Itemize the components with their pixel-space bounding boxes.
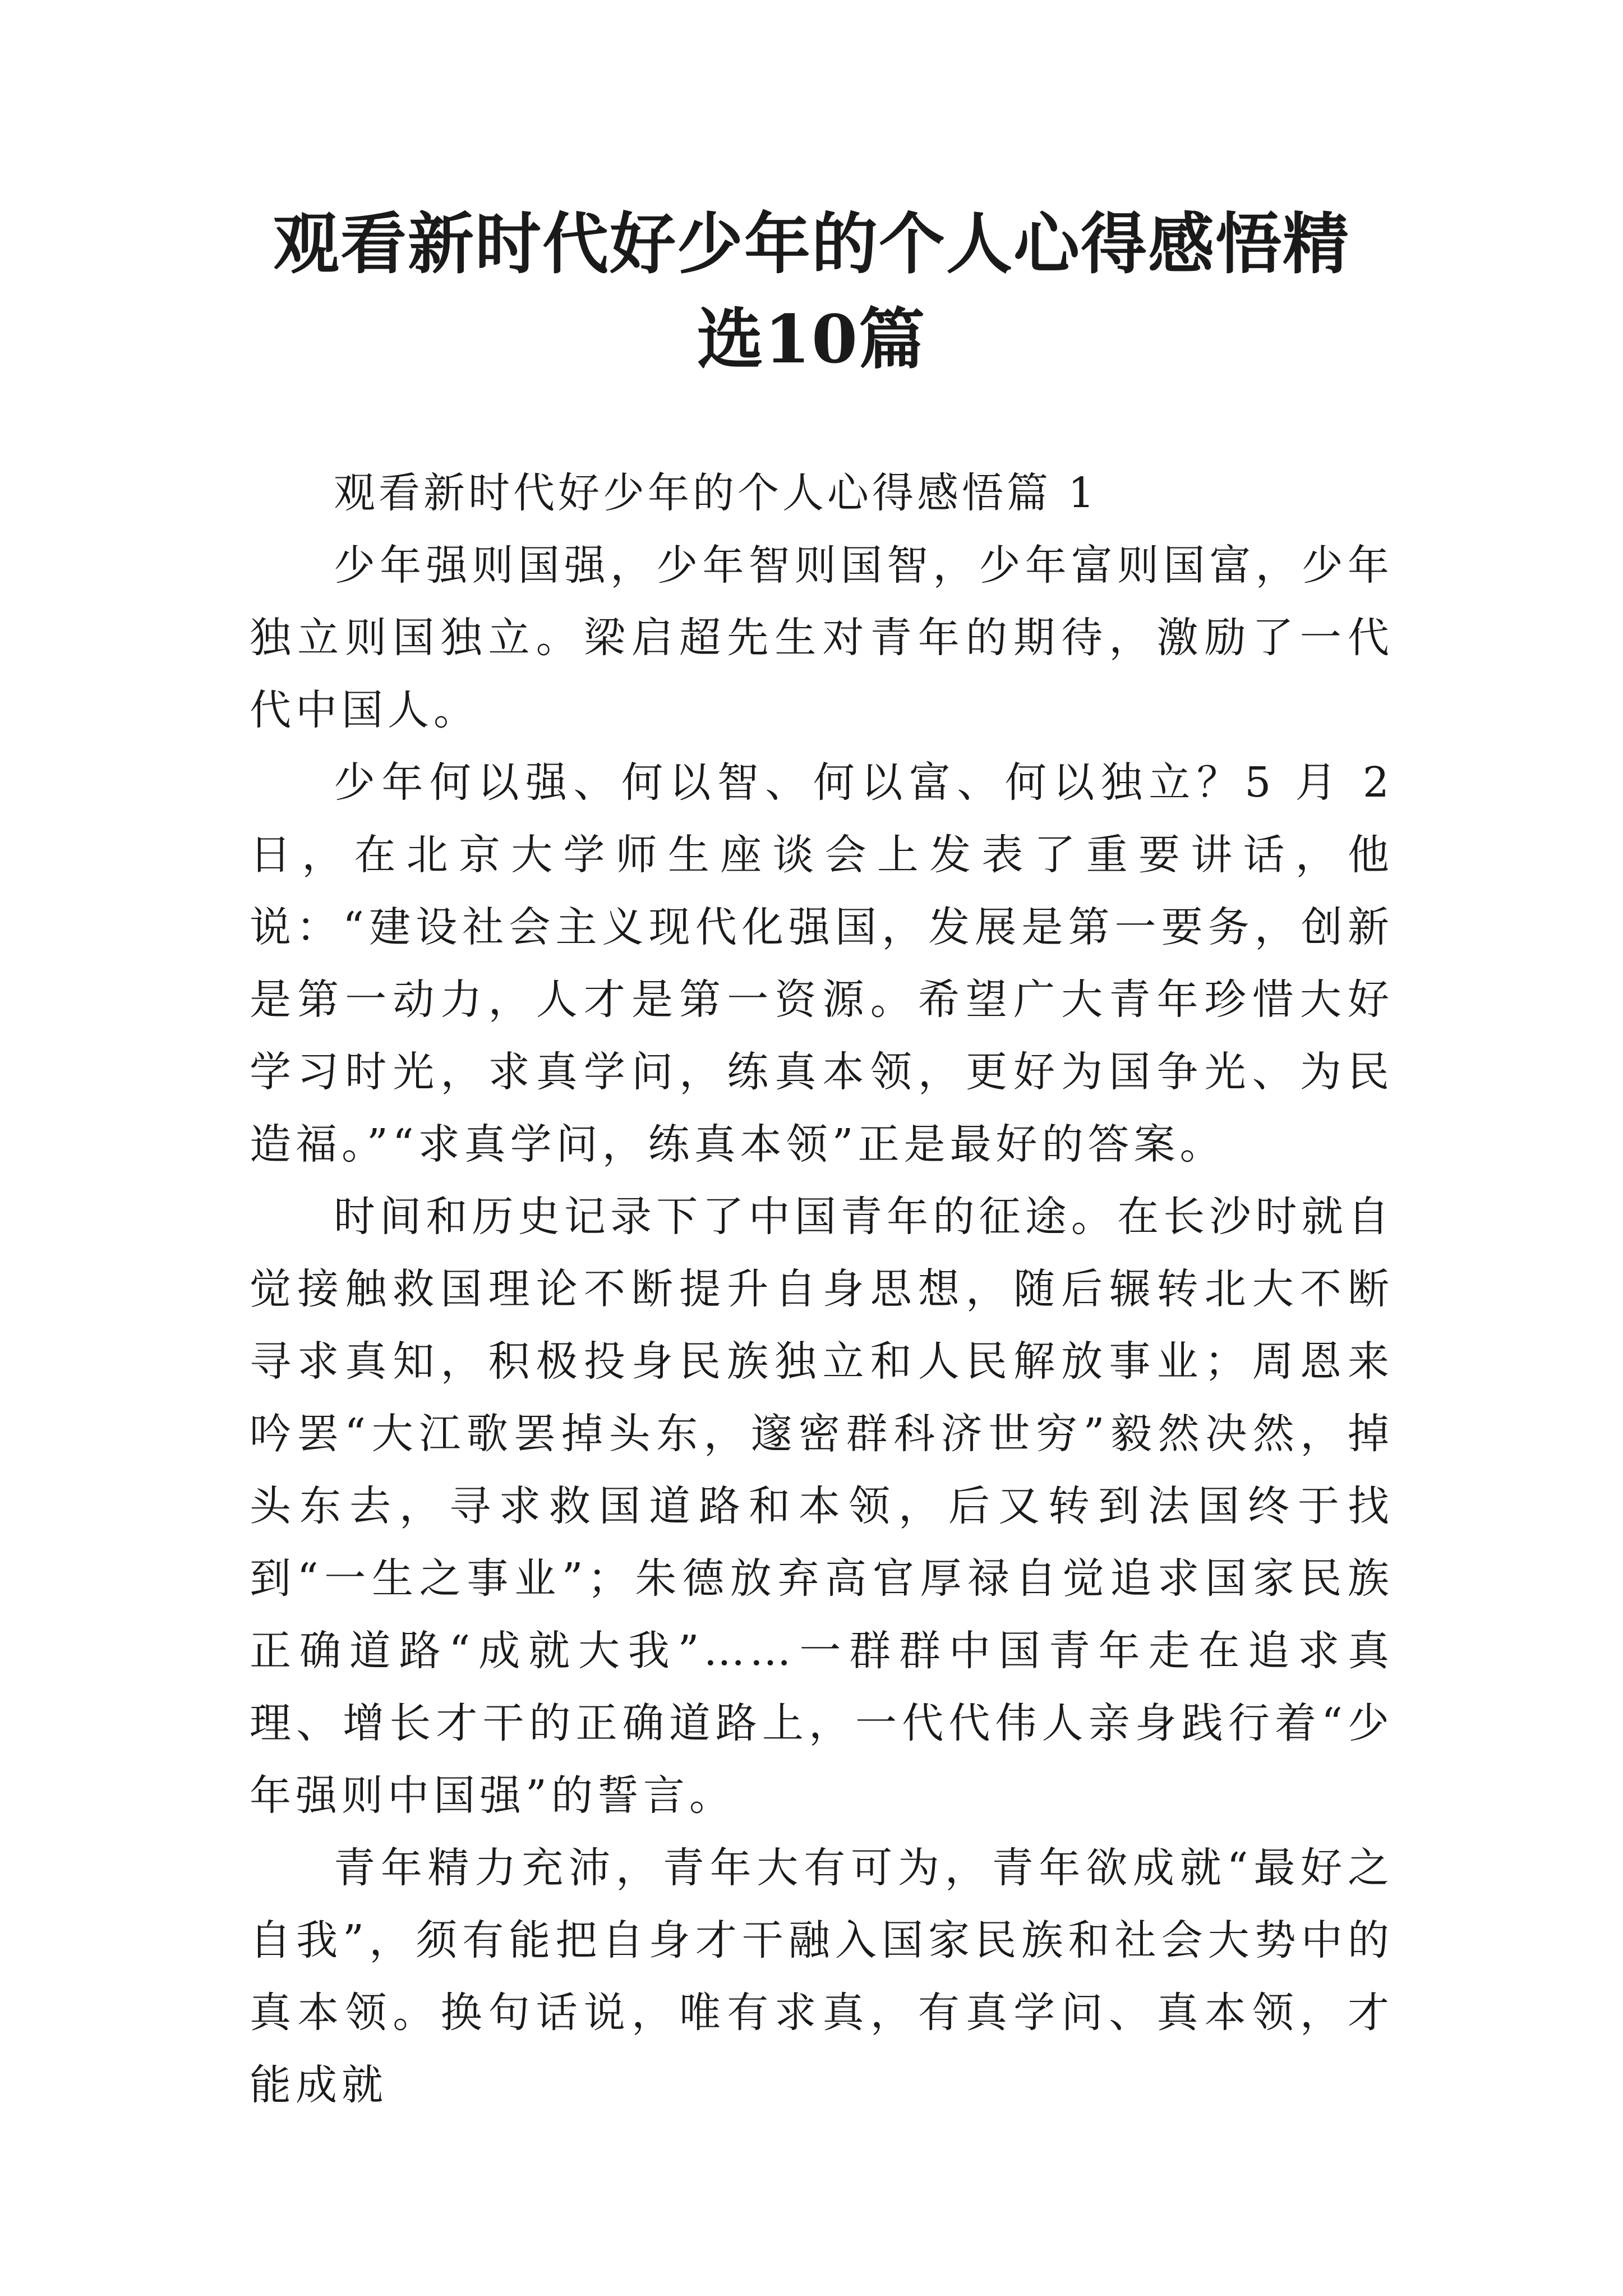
section-heading: 观看新时代好少年的个人心得感悟篇 1 xyxy=(334,469,1098,517)
document-body xyxy=(250,457,1394,2122)
paragraph-1: 少年强则国强，少年智则国智，少年富则国富，少年独立则国独立。梁启超先生对青年的期待，激励了一代代中国人。 xyxy=(250,541,1394,734)
document-title: 观看新时代好少年的个人心得感悟精选10篇 xyxy=(273,205,1350,378)
paragraph-4: 青年精力充沛，青年大有可为，青年欲成就“最好之自我”，须有能把自身才干融入国家民族和社会大势中的真本领。换句话说，唯有求真，有真学问、真本领，才能成就 xyxy=(250,1844,1394,2109)
paragraph-3: 时间和历史记录下了中国青年的征途。在长沙时就自觉接触救国理论不断提升自身思想，随后辗转北大不断寻求真知，积极投身民族独立和人民解放事业；周恩来吟罢“大江歌罢掉头东，邃密群科济世穷”毅然决然，掉头东去，寻求救国道路和本领，后又转到法国终于找到“一生之事业”；朱德放弃高官厚禄自觉追求国家民族正确道路“成就大我”……一群群中国青年走在追求真理、增长才干的正确道路上，一代代伟人亲身践行着“少年强则中国强”的誓言。 xyxy=(250,1193,1394,1820)
paragraph-2: 少年何以强、何以智、何以富、何以独立？5 月 2 日，在北京大学师生座谈会上发表了重要讲话，他说：“建设社会主义现代化强国，发展是第一要务，创新是第一动力，人才是第一资源。希望广大青年珍惜大好学习时光，求真学问，练真本领，更好为国争光、为民造福。”“求真学问，练真本领”正是最好的答案。 xyxy=(250,758,1394,1168)
